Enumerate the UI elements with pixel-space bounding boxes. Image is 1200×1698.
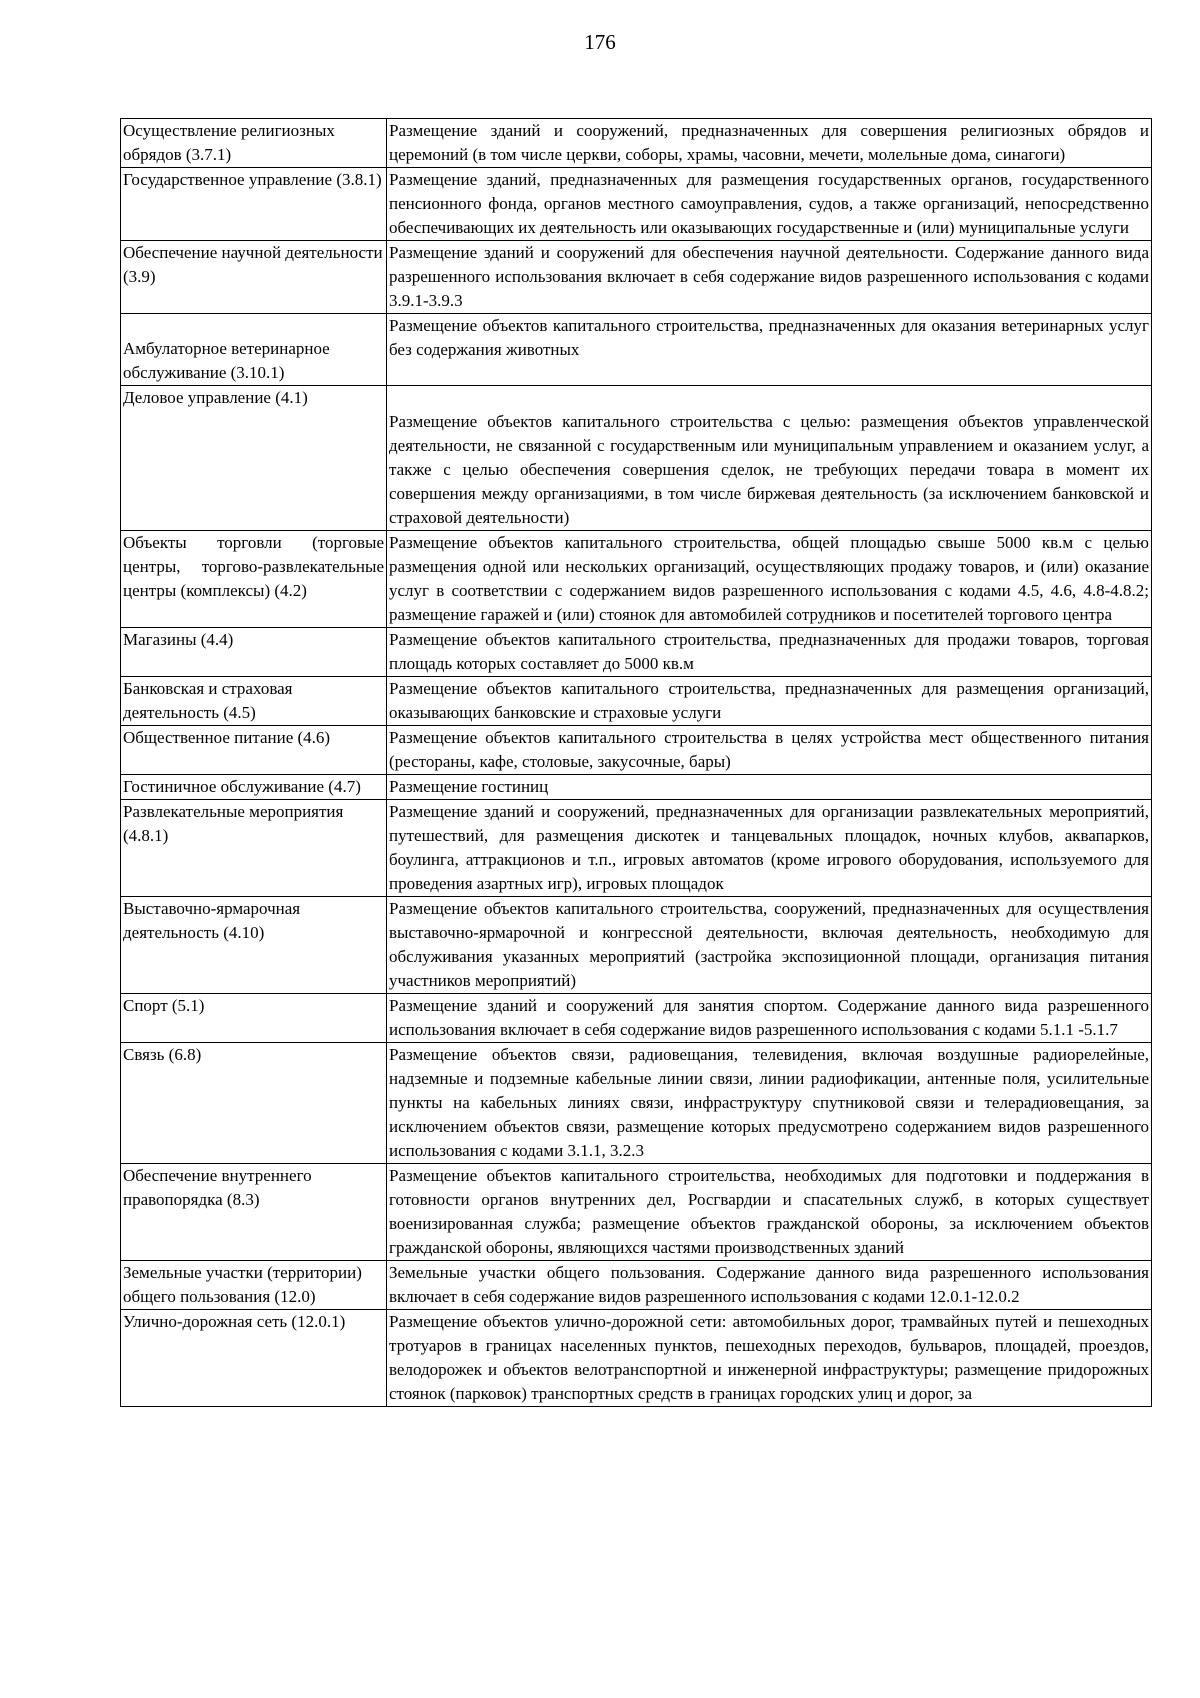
table-row — [121, 386, 1152, 531]
table-row — [121, 897, 1152, 994]
table-row — [121, 800, 1152, 897]
use-type-name: Земельные участки (территории) общего пользования (12.0) — [121, 1261, 387, 1310]
use-type-description: Размещение зданий и сооружений для занятия спортом. Содержание данного вида разрешенного использования включает в себя содержание видов разрешенного использования с кодами 5.1.1 -5.1.7 — [387, 994, 1152, 1043]
use-type-description: Размещение объектов капитального строительства, предназначенных для размещения организаций, оказывающих банковские и страховые услуги — [387, 677, 1152, 726]
use-type-name: Общественное питание (4.6) — [121, 726, 387, 775]
table-row — [121, 1310, 1152, 1407]
table-row — [121, 1043, 1152, 1164]
use-type-description: Размещение зданий и сооружений, предназначенных для совершения религиозных обрядов и церемоний (в том числе церкви, соборы, храмы, часовни, мечети, молельные дома, синагоги) — [387, 119, 1152, 168]
use-type-description: Размещение объектов капитального строительства с целью: размещения объектов управленческой деятельности, не связанной с государственным или муниципальным управлением и оказанием услуг, а также с целью обеспечения совершения сделок, не требующих передачи товара в момент их совершения между организациями, в том числе биржевая деятельность (за исключением банковской и страховой деятельности) — [387, 386, 1152, 531]
table-row — [121, 1164, 1152, 1261]
use-type-name: Связь (6.8) — [121, 1043, 387, 1164]
use-type-name: Гостиничное обслуживание (4.7) — [121, 775, 387, 800]
use-type-name: Государственное управление (3.8.1) — [121, 168, 387, 241]
use-type-description: Размещение объектов капитального строительства, предназначенных для оказания ветеринарных услуг без содержания животных — [387, 314, 1152, 386]
use-type-name: Осуществление религиозных обрядов (3.7.1) — [121, 119, 387, 168]
use-type-name: Улично-дорожная сеть (12.0.1) — [121, 1310, 387, 1407]
use-type-description: Размещение объектов связи, радиовещания, телевидения, включая воздушные радиорелейные, надземные и подземные кабельные линии связи, линии радиофикации, антенные поля, усилительные пункты на кабельных линиях связи, инфраструктуру спутниковой связи и телерадиовещания, за исключением объектов связи, размещение которых предусмотрено содержанием видов разрешенного использования с кодами 3.1.1, 3.2.3 — [387, 1043, 1152, 1164]
use-type-name: Обеспечение научной деятельности (3.9) — [121, 241, 387, 314]
table-row — [121, 119, 1152, 168]
use-type-name: Объекты торговли (торговые центры, торгово-развлекательные центры (комплексы) (4.2) — [121, 531, 387, 628]
table-row — [121, 314, 1152, 386]
use-type-description: Размещение зданий, предназначенных для размещения государственных органов, государственного пенсионного фонда, органов местного самоуправления, судов, а также организаций, непосредственно обеспечивающих их деятельность или оказывающих государственные и (или) муниципальные услуги — [387, 168, 1152, 241]
use-type-description: Размещение объектов капитального строительства, предназначенных для продажи товаров, торговая площадь которых составляет до 5000 кв.м — [387, 628, 1152, 677]
use-type-description: Размещение объектов капитального строительства, сооружений, предназначенных для осуществления выставочно-ярмарочной и конгрессной деятельности, включая деятельность, необходимую для обслуживания указанных мероприятий (застройка экспозиционной площади, организация питания участников мероприятий) — [387, 897, 1152, 994]
use-type-name: Развлекательные мероприятия (4.8.1) — [121, 800, 387, 897]
land-use-table — [120, 118, 1152, 1407]
use-type-description: Размещение объектов капитального строительства в целях устройства мест общественного питания (рестораны, кафе, столовые, закусочные, бары) — [387, 726, 1152, 775]
use-type-description: Размещение объектов капитального строительства, необходимых для подготовки и поддержания в готовности органов внутренних дел, Росгвардии и спасательных служб, в которых существует военизированная служба; размещение объектов гражданской обороны, за исключением объектов гражданской обороны, являющихся частями производственных зданий — [387, 1164, 1152, 1261]
table-row — [121, 168, 1152, 241]
table-row — [121, 628, 1152, 677]
table-row — [121, 994, 1152, 1043]
use-type-name: Обеспечение внутреннего правопорядка (8.3) — [121, 1164, 387, 1261]
use-type-description: Размещение объектов улично-дорожной сети: автомобильных дорог, трамвайных путей и пешеходных тротуаров в границах населенных пунктов, пешеходных переходов, бульваров, площадей, проездов, велодорожек и объектов велотранспортной и инженерной инфраструктуры; размещение придорожных стоянок (парковок) транспортных средств в границах городских улиц и дорог, за — [387, 1310, 1152, 1407]
table-row — [121, 677, 1152, 726]
use-type-name: Деловое управление (4.1) — [121, 386, 387, 531]
use-type-name: Спорт (5.1) — [121, 994, 387, 1043]
use-type-name: Выставочно-ярмарочная деятельность (4.10) — [121, 897, 387, 994]
table-row — [121, 241, 1152, 314]
use-type-description: Размещение зданий и сооружений, предназначенных для организации развлекательных мероприятий, путешествий, для размещения дискотек и танцевальных площадок, ночных клубов, аквапарков, боулинга, аттракционов и т.п., игровых автоматов (кроме игрового оборудования, используемого для проведения азартных игр), игровых площадок — [387, 800, 1152, 897]
table-row — [121, 531, 1152, 628]
use-type-description: Земельные участки общего пользования. Содержание данного вида разрешенного использования включает в себя содержание видов разрешенного использования с кодами 12.0.1-12.0.2 — [387, 1261, 1152, 1310]
use-type-name: Магазины (4.4) — [121, 628, 387, 677]
use-type-description: Размещение объектов капитального строительства, общей площадью свыше 5000 кв.м с целью размещения одной или нескольких организаций, осуществляющих продажу товаров, и (или) оказание услуг в соответствии с содержанием видов разрешенного использования с кодами 4.5, 4.6, 4.8-4.8.2; размещение гаражей и (или) стоянок для автомобилей сотрудников и посетителей торгового центра — [387, 531, 1152, 628]
table-row — [121, 775, 1152, 800]
table-row — [121, 726, 1152, 775]
use-type-name: Амбулаторное ветеринарное обслуживание (3.10.1) — [121, 314, 387, 386]
page-number: 176 — [584, 30, 616, 54]
table-row — [121, 1261, 1152, 1310]
use-type-name: Банковская и страховая деятельность (4.5) — [121, 677, 387, 726]
use-type-description: Размещение гостиниц — [387, 775, 1152, 800]
use-type-description: Размещение зданий и сооружений для обеспечения научной деятельности. Содержание данного вида разрешенного использования включает в себя содержание видов разрешенного использования с кодами 3.9.1-3.9.3 — [387, 241, 1152, 314]
